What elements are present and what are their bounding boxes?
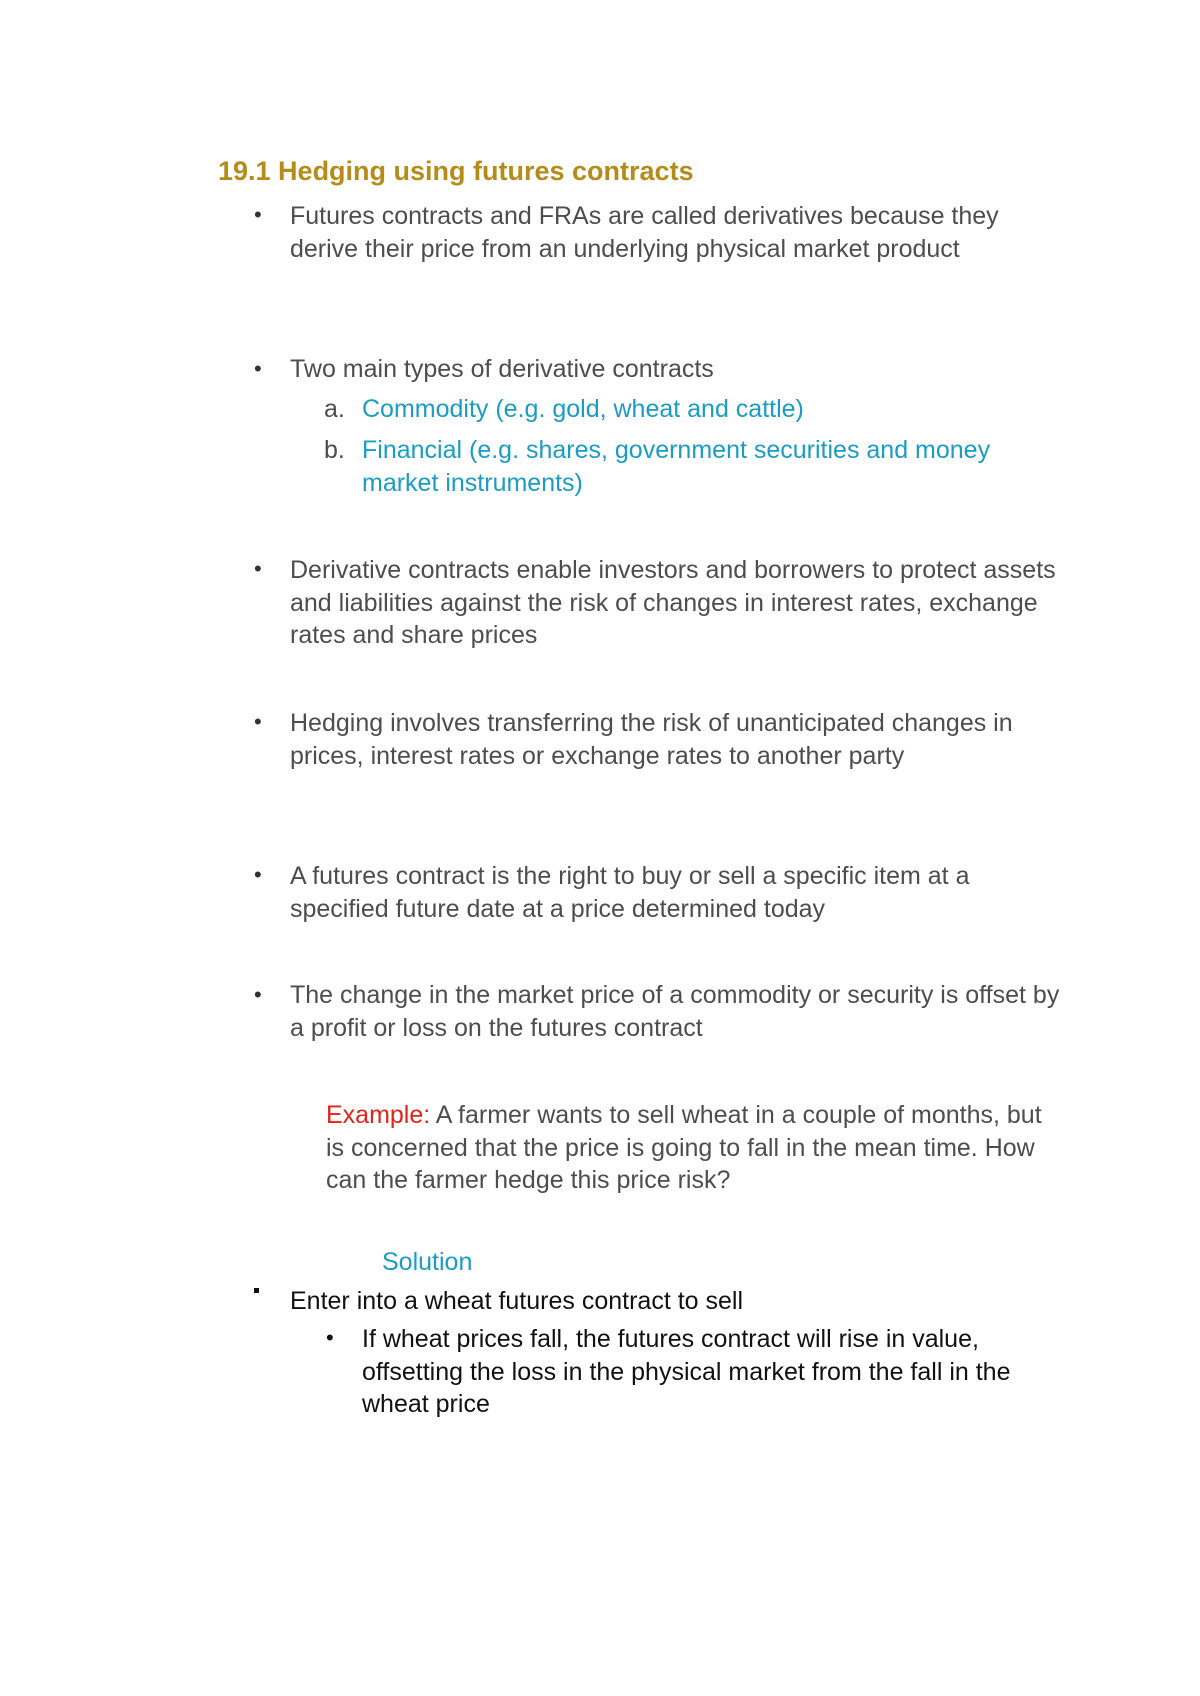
list-marker-a: a.	[324, 395, 345, 423]
solution-step: Enter into a wheat futures contract to sell	[290, 1287, 744, 1315]
solution-sub-step: If wheat prices fall, the futures contract will rise in value, offsetting the loss in the physical market from the fall in the wheat price	[362, 1325, 1011, 1418]
bullet-icon: •	[254, 356, 262, 381]
bullet-icon: •	[326, 1325, 334, 1350]
section-heading: 19.1 Hedging using futures contracts	[218, 156, 694, 186]
example-text: A farmer wants to sell wheat in a couple of months, but is concerned that the price is going to fall in the mean time. How can the farmer hedge this price risk?	[326, 1101, 1042, 1194]
list-marker-b: b.	[324, 436, 345, 464]
bullet-text-offset: The change in the market price of a commodity or security is offset by a profit or loss on the futures contract	[290, 981, 1060, 1042]
bullet-text-derivatives-definition: Futures contracts and FRAs are called derivatives because they derive their price from an underlying physical market product	[290, 202, 999, 263]
list-item-commodity: Commodity (e.g. gold, wheat and cattle)	[362, 395, 804, 423]
bullet-icon: •	[254, 202, 262, 227]
example-label: Example:	[326, 1101, 431, 1129]
bullet-icon: •	[254, 709, 262, 734]
square-bullet-icon	[254, 1288, 259, 1293]
bullet-icon: •	[254, 862, 262, 887]
list-item-financial: Financial (e.g. shares, government securities and money market instruments)	[362, 436, 991, 497]
bullet-text-futures-definition: A futures contract is the right to buy or sell a specific item at a specified future date at a price determined today	[290, 862, 970, 923]
solution-label: Solution	[382, 1248, 473, 1276]
example-paragraph	[326, 1099, 1066, 1197]
bullet-icon: •	[254, 982, 262, 1007]
bullet-text-protection: Derivative contracts enable investors and borrowers to protect assets and liabilities against the risk of changes in interest rates, exchange rates and share prices	[290, 556, 1056, 649]
bullet-text-two-types: Two main types of derivative contracts	[290, 355, 714, 383]
bullet-icon: •	[254, 556, 262, 581]
bullet-text-hedging: Hedging involves transferring the risk of unanticipated changes in prices, interest rates or exchange rates to another party	[290, 709, 1013, 770]
